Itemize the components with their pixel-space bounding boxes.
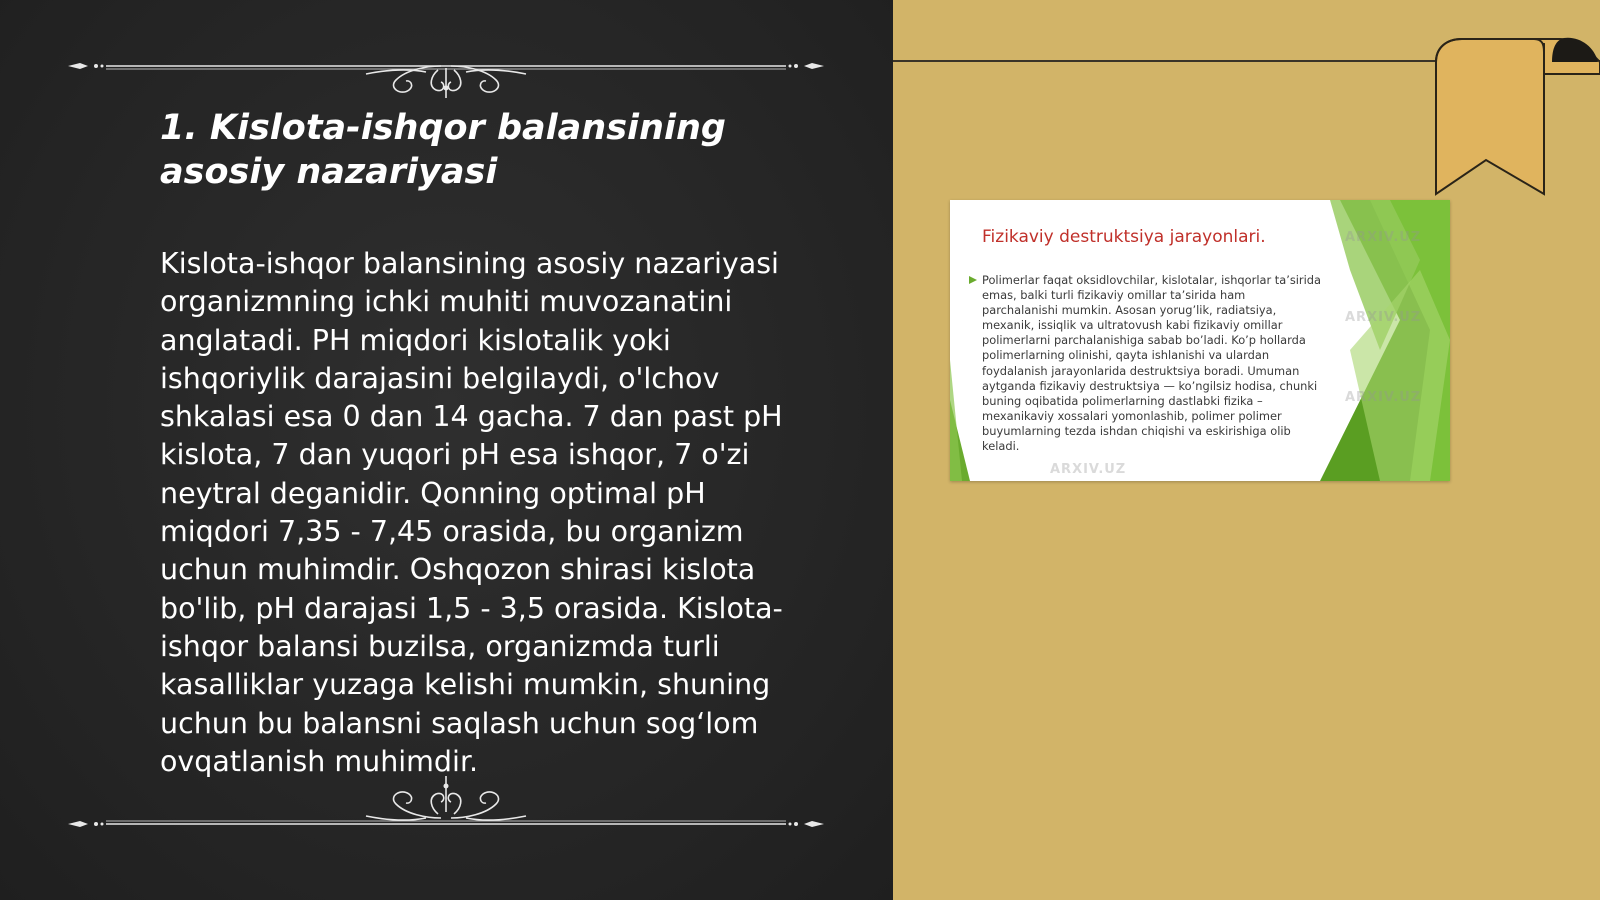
- thumbnail-body-text: Polimerlar faqat oksidlovchilar, kislotalar, ishqorlar ta’sirida emas, balki turli fizikaviy omillar ta’sirida ham parchalanishi mumkin. Asosan yorug’lik, radiatsiya, mexanik, issiqlik va ultratovush kabi fizikaviy omillar polimerlarni parchalanishiga sabab bo’ladi. Ko’p hollarda polimerlarning olinishi, qayta ishlanishi va ulardan foydalanish jarayonlarida destruktsiya boradi. Umuman aytganda fizikaviy destruktsiya — ko’ngilsiz hodisa, chunki buning oqibatida polimerlarning dastlabki fizika – mexanikaviy xossalari yomonlashib, polimer polimer buyumlarning tezda ishdan chiqishi va eskirishiga olib keladi.: [982, 273, 1321, 454]
- ornament-bottom-icon: [66, 772, 826, 832]
- slide-thumbnail: [950, 200, 1450, 481]
- bookmark-ribbon-icon: [1434, 34, 1600, 199]
- watermark-text: ARXIV.UZ: [1345, 230, 1422, 245]
- triangle-bullet-icon: [968, 275, 978, 285]
- slide-body-text: Kislota-ishqor balansining asosiy nazariyasi organizmning ichki muhiti muvozanatini anglatadi. PH miqdori kislotalik yoki ishqoriylik darajasini belgilaydi, o'lchov shkalasi esa 0 dan 14 gacha. 7 dan past pH kislota, 7 dan yuqori pH esa ishqor, 7 o'zi neytral deganidir. Qonning optimal pH miqdori 7,35 - 7,45 orasida, bu organizm uchun muhimdir. Oshqozon shirasi kislota bo'lib, pH darajasi 1,5 - 3,5 orasida. Kislota-ishqor balansi buzilsa, organizmda turli kasalliklar yuzaga kelishi mumkin, shuning uchun bu balansni saqlash uchun sog‘lom ovqatlanish muhimdir.: [160, 247, 783, 778]
- thumbnail-title: Fizikaviy destruktsiya jarayonlari.: [982, 227, 1266, 247]
- watermark-text: ARXIV.UZ: [1050, 462, 1127, 477]
- slide-title: 1. Kislota-ishqor balansining asosiy nazariyasi: [160, 108, 726, 192]
- ornament-top-icon: [66, 40, 826, 100]
- watermark-text: ARXIV.UZ: [1345, 310, 1422, 325]
- watermark-text: ARXIV.UZ: [1345, 390, 1422, 405]
